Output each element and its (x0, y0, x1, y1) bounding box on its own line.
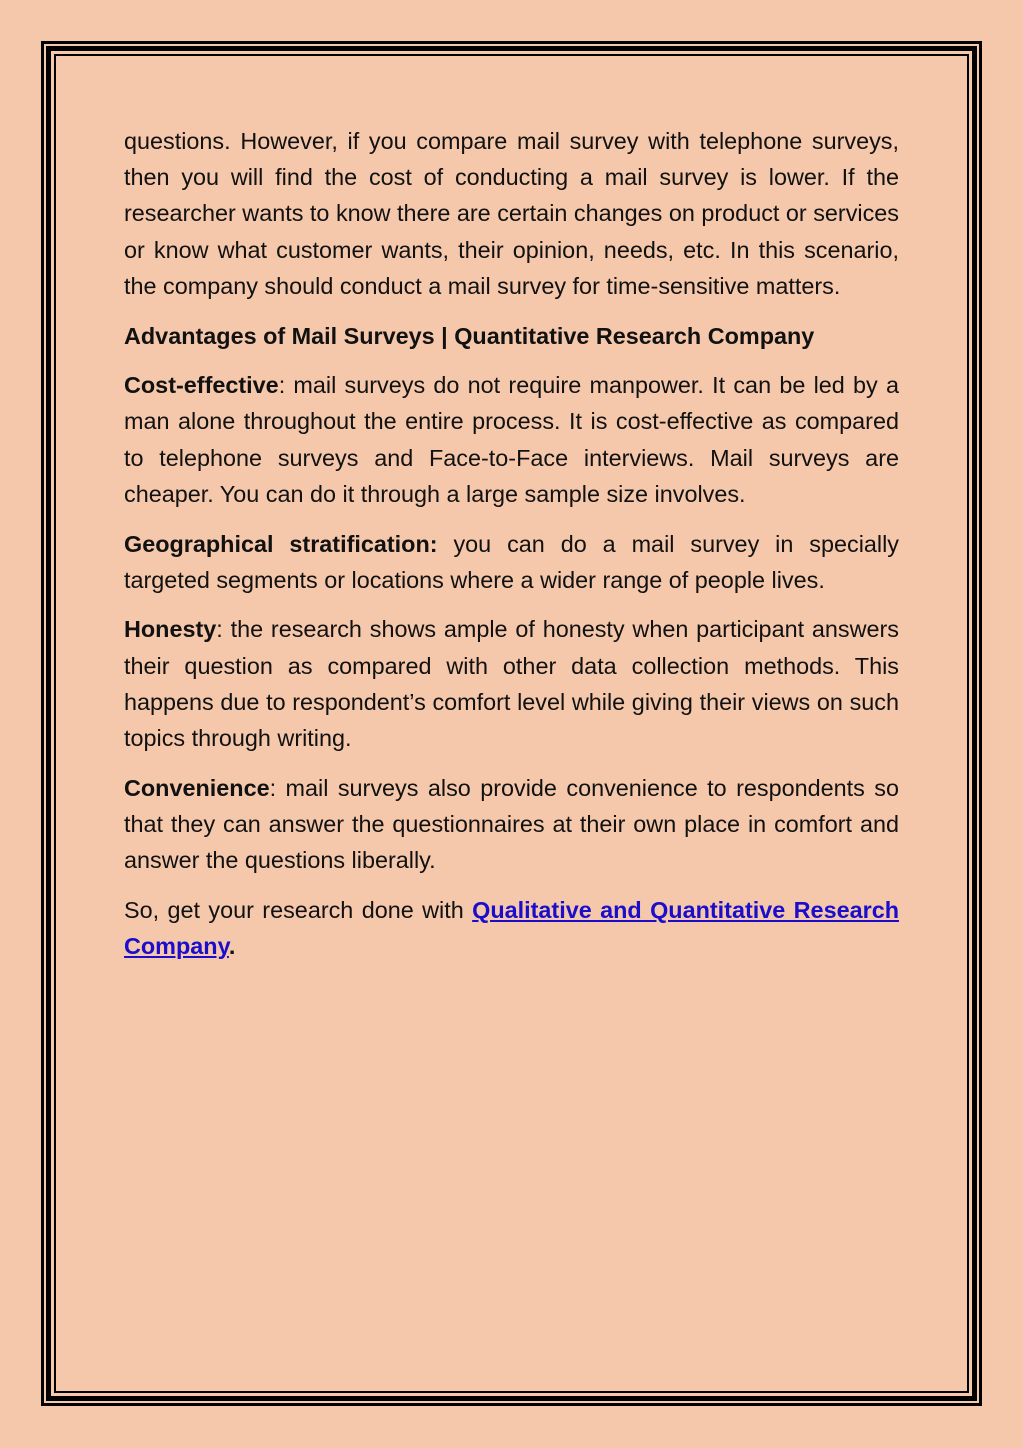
term-geographical-stratification: Geographical stratification: (124, 530, 438, 557)
text-honesty: : the research shows ample of honesty when participant answers their question as compared with other data collection methods. This happens due to respondent’s comfort level while giving their views on such topics through writing. (124, 616, 899, 752)
text-cost-effective: : mail surveys do not require manpower. It can be led by a man alone throughout the entire process. It is cost-effective as compared to telephone surveys and Face-to-Face interviews. Mail surveys are cheaper. You can do it through a large sample size involves. (124, 372, 899, 507)
paragraph-cost-effective (124, 367, 899, 512)
document-body (124, 123, 899, 978)
intro-paragraph: questions. However, if you compare mail survey with telephone surveys, then you will find the cost of conducting a mail survey is lower. If the researcher wants to know there are certain changes on product or services or know what customer wants, their opinion, needs, etc. In this scenario, the company should conduct a mail survey for time-sensitive matters. (124, 128, 899, 299)
closing-paragraph (124, 892, 899, 964)
closing-prefix: So, get your research done with (124, 896, 473, 923)
closing-suffix: . (228, 933, 236, 960)
paragraph-geographical-stratification (124, 526, 899, 598)
term-convenience: Convenience (124, 774, 270, 801)
term-honesty: Honesty (124, 616, 217, 643)
paragraph-convenience (124, 770, 899, 879)
section-heading: Advantages of Mail Surveys | Quantitative Research Company (124, 322, 815, 349)
text-convenience: : mail surveys also provide convenience to respondents so that they can answer the questionnaires at their own place in comfort and answer the questions liberally. (124, 774, 899, 874)
text-geographical-stratification: you can do a mail survey in specially targeted segments or locations where a wider range of people lives. (124, 530, 899, 593)
paragraph-honesty (124, 611, 899, 756)
term-cost-effective: Cost-effective (124, 372, 279, 399)
company-link[interactable]: Qualitative and Quantitative Research Company (124, 896, 899, 960)
